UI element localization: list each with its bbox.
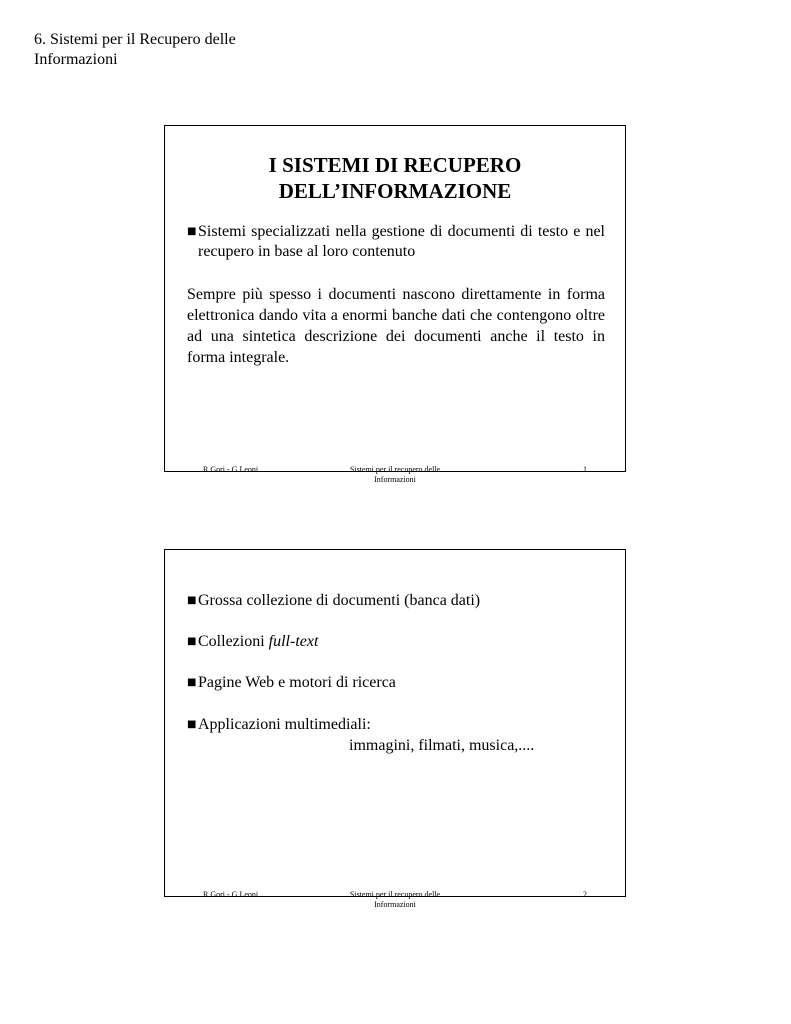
footer-course <box>165 890 625 910</box>
footer-course-line1: Sistemi per il recupero delle <box>349 890 441 899</box>
bullet-item <box>187 632 605 652</box>
bullet-text: Applicazioni multimediali: <box>198 716 371 733</box>
bullet-text: Pagine Web e motori di ricerca <box>198 674 396 691</box>
bullet-italic-text: full-text <box>268 633 319 650</box>
bullet-item <box>187 715 605 735</box>
bullet-continuation: immagini, filmati, musica,.... <box>349 737 535 754</box>
bullet-item <box>187 591 605 611</box>
footer-page-number: 1 <box>583 465 587 474</box>
slide-title <box>165 152 625 204</box>
page-header-line1: 6. Sistemi per il Recupero delle <box>34 31 236 48</box>
square-bullet-icon: ■ <box>187 719 197 730</box>
bullet-text: Sistemi specializzati nella gestione di documenti di testo e nel recupero in base al loro contenuto <box>198 223 605 260</box>
slide-title-line2: DELL’INFORMAZIONE <box>278 179 512 203</box>
bullet-item <box>187 222 605 262</box>
square-bullet-icon: ■ <box>187 595 197 606</box>
bullet-item <box>187 673 605 693</box>
footer-page-number: 2 <box>583 890 587 899</box>
footer-course-line2: Informazioni <box>374 475 416 484</box>
footer-course-line1: Sistemi per il recupero delle <box>349 465 441 474</box>
bullet-text-wrap <box>187 632 605 652</box>
footer-course <box>165 465 625 485</box>
slide-title-line1: I SISTEMI DI RECUPERO <box>268 153 522 177</box>
slide-1 <box>164 125 626 484</box>
square-bullet-icon: ■ <box>187 226 197 237</box>
page-header-line2: Informazioni <box>34 51 118 68</box>
body-paragraph: Sempre più spesso i documenti nascono direttamente in forma elettronica dando vita a enormi banche dati che contengono oltre ad una sintetica descrizione dei documenti anche il testo in forma integrale. <box>187 286 605 366</box>
footer-author: R.Gori - G.Leoni <box>203 465 259 474</box>
page-header <box>34 30 334 70</box>
slide-2 <box>164 549 626 909</box>
bullet-text: Grossa collezione di documenti (banca dati) <box>198 592 481 609</box>
square-bullet-icon: ■ <box>187 677 197 688</box>
footer-course-line2: Informazioni <box>374 900 416 909</box>
square-bullet-icon: ■ <box>187 636 197 647</box>
bullet-text: Collezioni <box>198 633 265 650</box>
footer-author: R.Gori - G.Leoni <box>203 890 259 899</box>
